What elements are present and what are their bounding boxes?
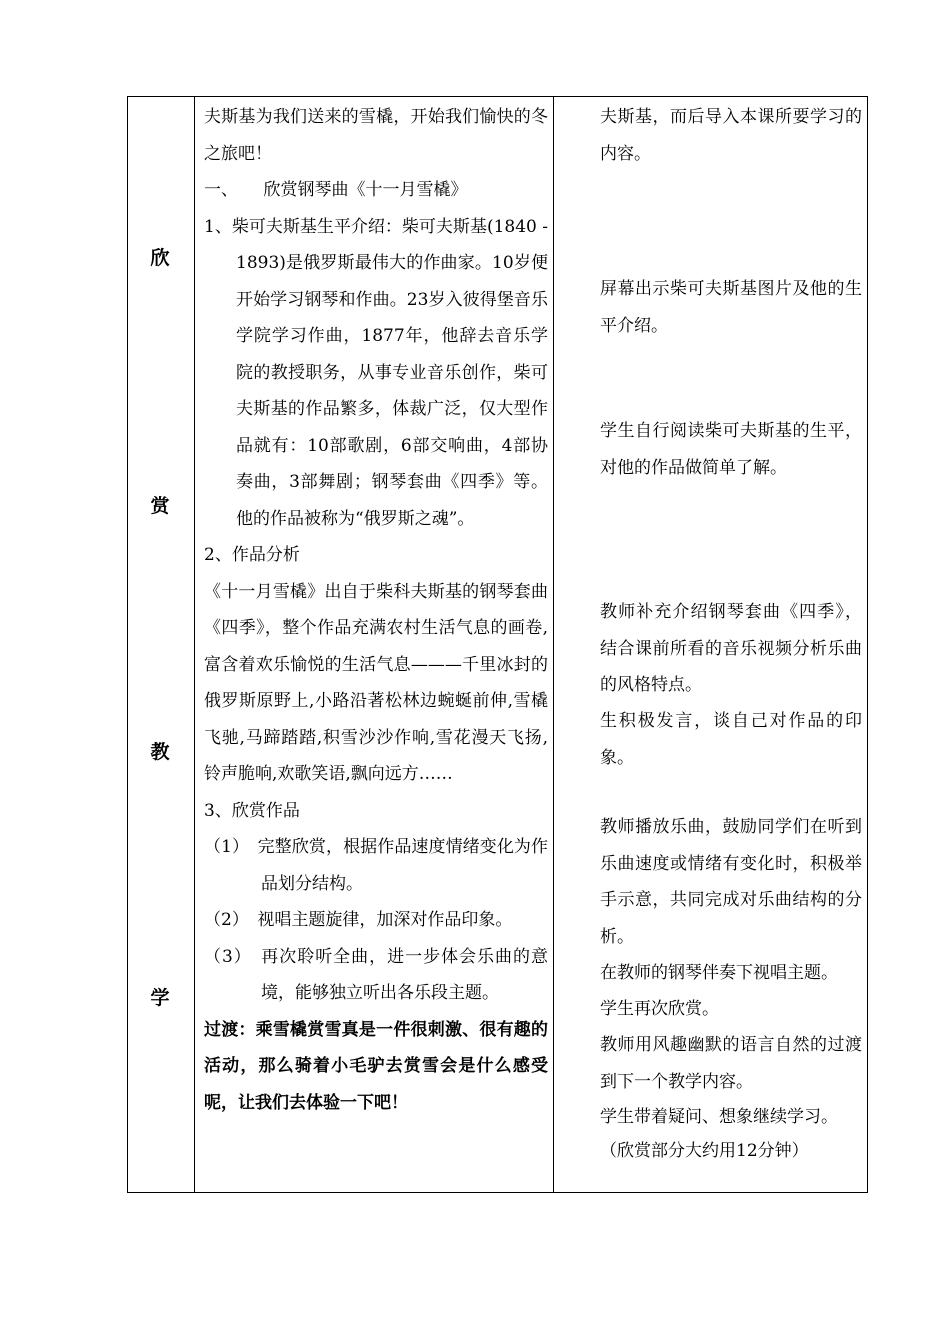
step-2: （2） 视唱主题旋律，加深对作品印象。	[204, 910, 513, 930]
activity-note: 生积极发言，谈自己对作品的印象。	[600, 711, 862, 768]
composer-bio: 1、柴可夫斯基生平介绍：柴可夫斯基(1840 - 1893)是俄罗斯最伟大的作曲家。10岁便开始学习钢琴和作曲。23岁入彼得堡音乐学院学习作曲，1877年，他辞去音乐学院的教授职务，从事专业音乐创作，柴可夫斯基的作品繁多，体裁广泛，仅大型作品就有：10部歌剧，6部交响曲，4部协奏曲，3部舞剧；钢琴套曲《四季》等。他的作品被称为“俄罗斯之魂”。	[204, 216, 548, 529]
section-label-char: 赏	[150, 495, 170, 517]
activity-note: 夫斯基，而后导入本课所要学习的内容。	[600, 107, 862, 164]
activity-note: 在教师的钢琴伴奏下视唱主题。	[600, 963, 838, 983]
teaching-content	[204, 99, 548, 1121]
analysis-text: 《十一月雪橇》出自于柴科夫斯基的钢琴套曲《四季》，整个作品充满农村生活气息的画卷,富含着欢乐愉悦的生活气息———千里冰封的俄罗斯原野上,小路沿著松林边蜿蜒前伸,雪橇飞驰,马蹄踏踏,积雪沙沙作响,雪花漫天飞扬,铃声脆响,欢歌笑语,飘向远方……	[204, 581, 548, 784]
section-label-char: 学	[150, 987, 170, 1009]
activity-note: 学生带着疑问、想象继续学习。	[600, 1107, 838, 1127]
activity-note: 屏幕出示柴可夫斯基图片及他的生平介绍。	[600, 279, 862, 336]
activity-note: 教师用风趣幽默的语言自然的过渡到下一个教学内容。	[600, 1035, 862, 1092]
column-divider	[553, 97, 554, 1192]
intro-text: 夫斯基为我们送来的雪橇，开始我们愉快的冬之旅吧！	[204, 107, 548, 164]
transition-text: 过渡：乘雪橇赏雪真是一件很刺激、很有趣的活动，那么骑着小毛驴去赏雪会是什么感受呢，让我们去体验一下吧！	[204, 1019, 548, 1113]
activity-note: 学生再次欣赏。	[600, 999, 719, 1019]
activity-note: 学生自行阅读柴可夫斯基的生平，对他的作品做简单了解。	[600, 421, 862, 478]
appreciate-heading: 3、欣赏作品	[204, 800, 300, 821]
lesson-table	[127, 96, 868, 1193]
activity-note: 教师补充介绍钢琴套曲《四季》，结合课前所看的音乐视频分析乐曲的风格特点。	[600, 602, 862, 695]
section-label-char: 教	[150, 741, 170, 763]
column-divider	[194, 97, 195, 1192]
step-1: （1） 完整欣赏，根据作品速度情绪变化为作品划分结构。	[204, 837, 548, 894]
heading-appreciation: 一、 欣赏钢琴曲《十一月雪橇》	[204, 180, 468, 200]
activity-note: 教师播放乐曲，鼓励同学们在听到乐曲速度或情绪有变化时，积极举手示意，共同完成对乐曲结构的分析。	[600, 817, 862, 947]
analysis-heading: 2、作品分析	[204, 545, 300, 565]
section-label-char: 欣	[150, 247, 170, 269]
time-note: （欣赏部分大约用12分钟）	[600, 1141, 809, 1161]
step-3: （3） 再次聆听全曲，进一步体会乐曲的意境，能够独立听出各乐段主题。	[204, 946, 548, 1003]
